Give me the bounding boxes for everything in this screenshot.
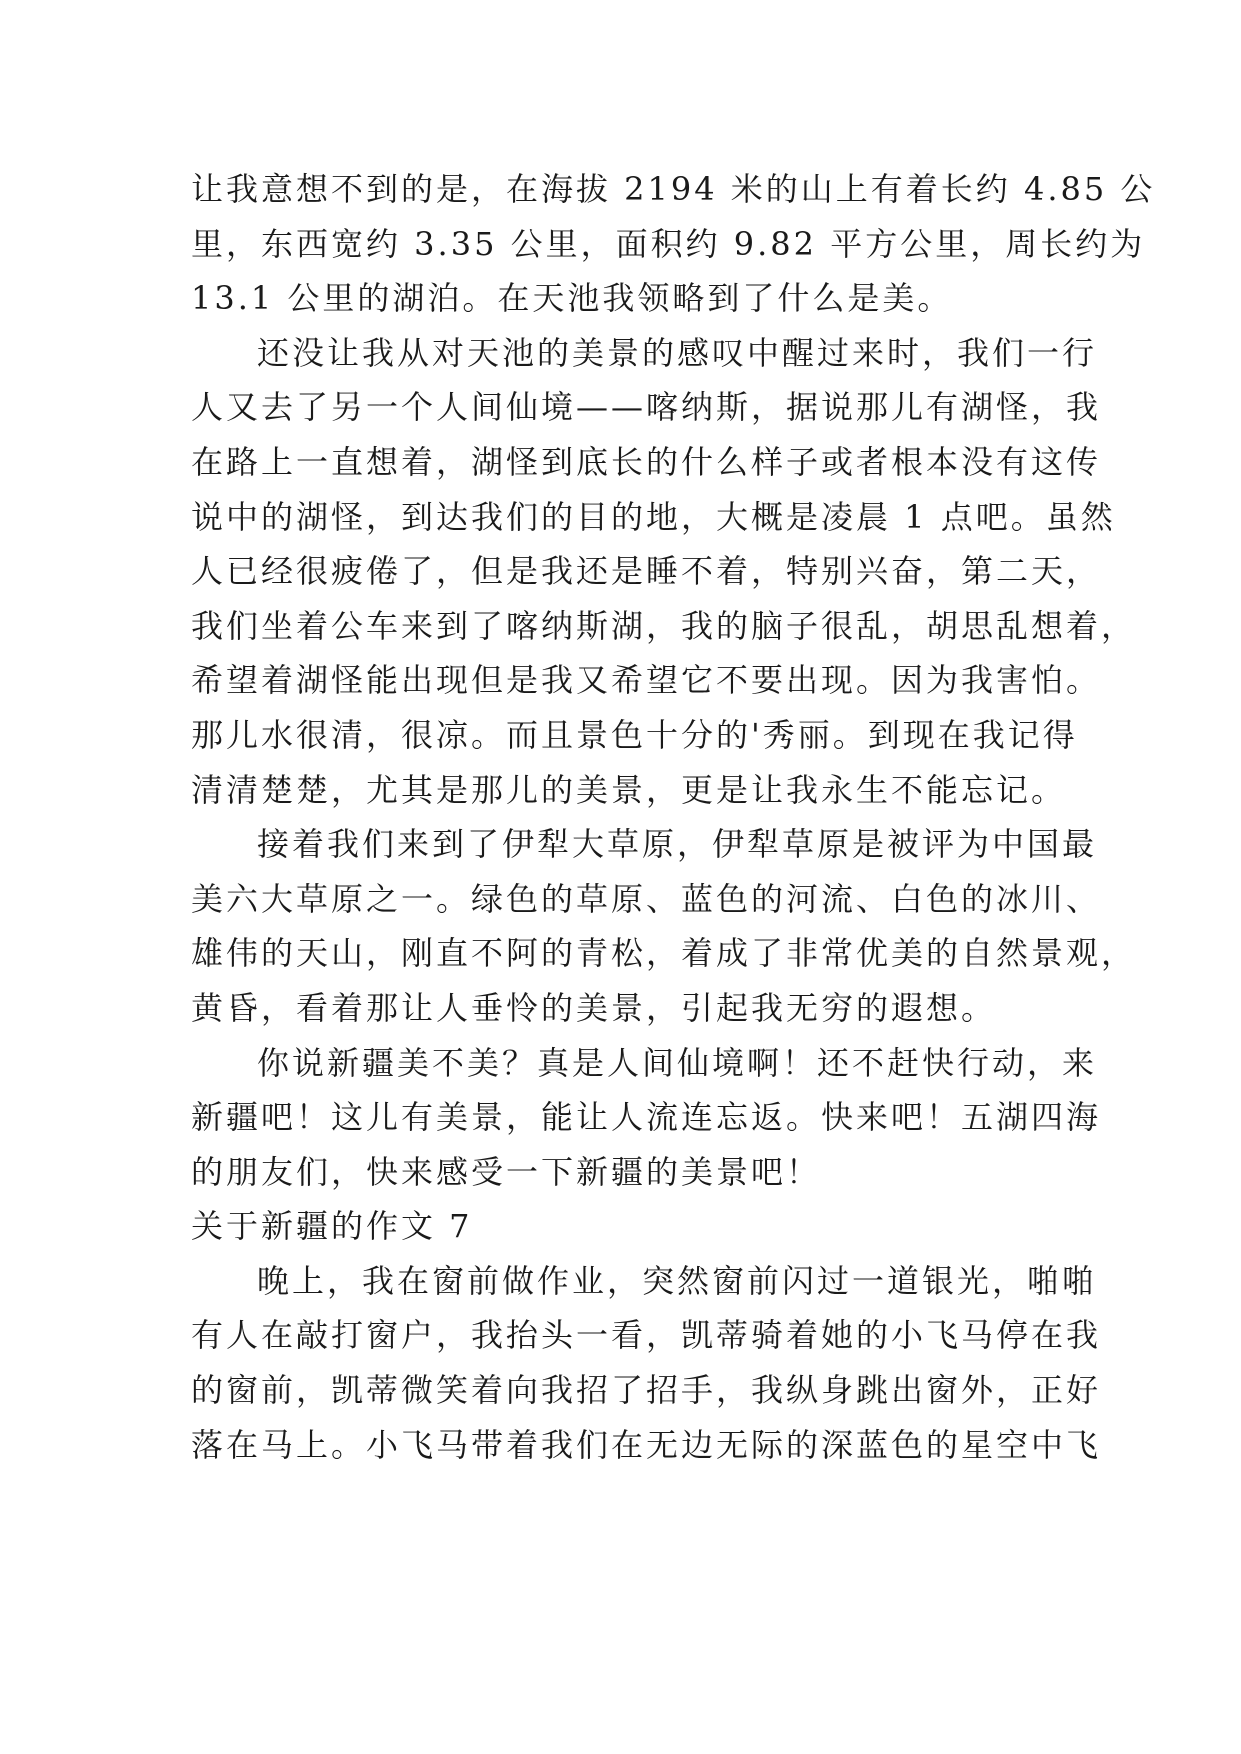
section-heading: 关于新疆的作文 7	[191, 1207, 473, 1246]
text-line: 希望着湖怪能出现但是我又希望它不要出现。因为我害怕。	[191, 661, 1102, 700]
essay-text	[191, 162, 1156, 1472]
text-line: 黄昏，看着那让人垂怜的美景，引起我无穷的遐想。	[191, 988, 997, 1027]
text-line: 有人在敲打窗户，我抬头一看，凯蒂骑着她的小飞马停在我	[191, 1316, 1102, 1355]
text-line: 13.1 公里的湖泊。在天池我领略到了什么是美。	[191, 279, 953, 318]
text-line: 的窗前，凯蒂微笑着向我招了招手，我纵身跳出窗外，正好	[191, 1371, 1102, 1410]
text-line: 雄伟的天山，刚直不阿的青松，着成了非常优美的自然景观，	[191, 934, 1137, 973]
text-line: 说中的湖怪，到达我们的目的地，大概是凌晨 1 点吧。虽然	[191, 497, 1116, 536]
text-line: 让我意想不到的是，在海拔 2194 米的山上有着长约 4.85 公	[191, 170, 1156, 208]
text-line: 的朋友们，快来感受一下新疆的美景吧！	[191, 1152, 822, 1191]
text-line: 清清楚楚，尤其是那儿的美景，更是让我永生不能忘记。	[191, 770, 1067, 809]
paragraph-start-line: 你说新疆美不美？真是人间仙境啊！还不赶快行动，来	[257, 1043, 1098, 1082]
paragraph-start-line: 晚上，我在窗前做作业，突然窗前闪过一道银光，啪啪	[257, 1261, 1098, 1300]
paragraph-start-line: 还没让我从对天池的美景的感叹中醒过来时，我们一行	[257, 333, 1098, 372]
text-line: 美六大草原之一。绿色的草原、蓝色的河流、白色的冰川、	[191, 879, 1102, 918]
text-line: 人又去了另一个人间仙境——喀纳斯，据说那儿有湖怪，我	[191, 388, 1102, 427]
paragraph-start-line: 接着我们来到了伊犁大草原，伊犁草原是被评为中国最	[257, 825, 1098, 864]
text-line: 落在马上。小飞马带着我们在无边无际的深蓝色的星空中飞	[191, 1425, 1102, 1464]
text-line: 那儿水很清，很凉。而且景色十分的'秀丽。到现在我记得	[191, 715, 1078, 754]
text-line: 里，东西宽约 3.35 公里，面积约 9.82 平方公里，周长约为	[191, 224, 1146, 263]
text-line: 人已经很疲倦了，但是我还是睡不着，特别兴奋，第二天，	[191, 552, 1102, 591]
text-line: 我们坐着公车来到了喀纳斯湖，我的脑子很乱，胡思乱想着，	[191, 606, 1137, 645]
text-line: 在路上一直想着，湖怪到底长的什么样子或者根本没有这传	[191, 442, 1102, 481]
text-line: 新疆吧！这儿有美景，能让人流连忘返。快来吧！五湖四海	[191, 1098, 1102, 1137]
